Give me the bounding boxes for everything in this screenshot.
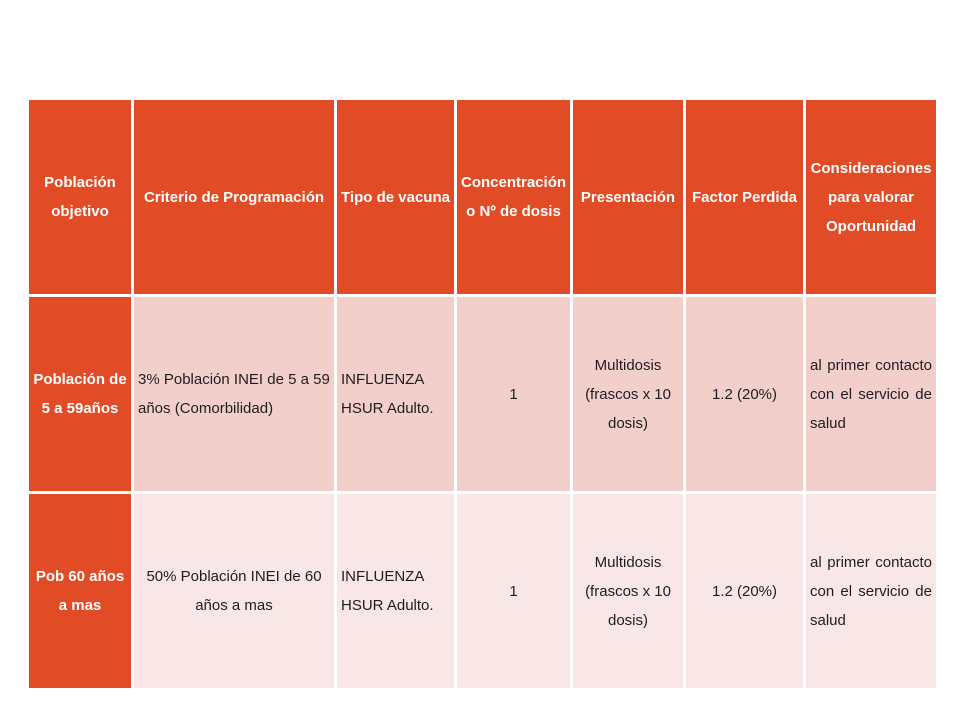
row-factor-perdida: 1.2 (20%) [685,493,805,690]
row-factor-perdida: 1.2 (20%) [685,296,805,493]
row-criterio: 3% Población INEI de 5 a 59 años (Comorbilidad) [133,296,336,493]
header-row [28,99,938,296]
row-poblacion: Población de 5 a 59años [28,296,133,493]
row-poblacion: Pob 60 años a mas [28,493,133,690]
vaccination-table [26,97,939,691]
header-concentracion-dosis: Concentración o Nº de dosis [456,99,572,296]
table-row [28,493,938,690]
row-criterio: 50% Población INEI de 60 años a mas [133,493,336,690]
row-consideraciones: al primer contacto con el servicio de salud [805,493,938,690]
header-presentacion: Presentación [572,99,685,296]
header-criterio-programacion: Criterio de Programación [133,99,336,296]
table-row [28,296,938,493]
row-dosis: 1 [456,493,572,690]
row-dosis: 1 [456,296,572,493]
header-factor-perdida: Factor Perdida [685,99,805,296]
header-poblacion-objetivo: Población objetivo [28,99,133,296]
row-presentacion: Multidosis (frascos x 10 dosis) [572,493,685,690]
row-tipo-vacuna: INFLUENZA HSUR Adulto. [336,493,456,690]
header-consideraciones: Consideraciones para valorar Oportunidad [805,99,938,296]
row-consideraciones: al primer contacto con el servicio de salud [805,296,938,493]
header-tipo-vacuna: Tipo de vacuna [336,99,456,296]
row-presentacion: Multidosis (frascos x 10 dosis) [572,296,685,493]
row-tipo-vacuna: INFLUENZA HSUR Adulto. [336,296,456,493]
